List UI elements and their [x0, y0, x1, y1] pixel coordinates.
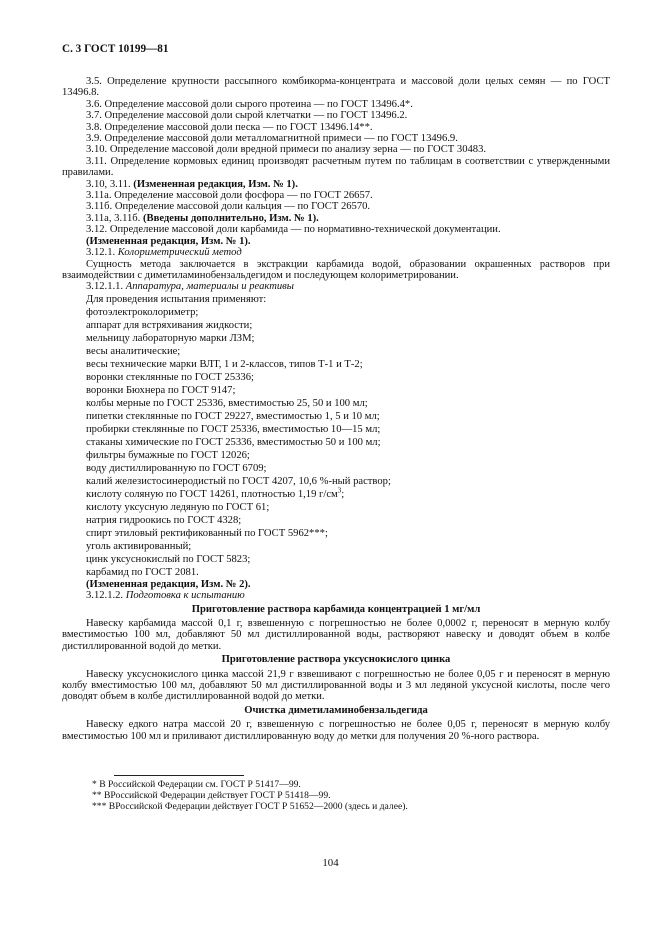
- clause-3-11b: 3.11б. Определение массовой доли кальция — по ГОСТ 26570.: [86, 201, 371, 213]
- clause-3-12-1-1: [62, 281, 610, 292]
- list-item: пипетки стеклянные по ГОСТ 29227, вместимостью 1, 5 и 10 мл;: [86, 410, 380, 422]
- clause-title: Аппаратура, материалы и реактивы: [125, 281, 294, 293]
- list-item: воронки стеклянные по ГОСТ 25336;: [86, 371, 254, 383]
- list-item: [62, 488, 610, 501]
- amendment-text: (Измененная редакция, Изм. № 1).: [133, 178, 298, 190]
- clause-3-11a: 3.11а. Определение массовой доли фосфора — по ГОСТ 26657.: [86, 190, 373, 202]
- list-item: натрия гидроокись по ГОСТ 4328;: [86, 514, 242, 526]
- superscript: 3: [337, 486, 342, 495]
- list-intro: Для проведения испытания применяют:: [86, 293, 267, 305]
- list-item: воронки Бюхнера по ГОСТ 9147;: [86, 384, 236, 396]
- amendment-note-2: (Измененная редакция, Изм. № 2).: [86, 578, 251, 590]
- clause-3-12: 3.12. Определение массовой доли карбамида — по нормативно-технической документации.: [86, 224, 501, 236]
- footnote-divider: [114, 775, 244, 776]
- list-item: аппарат для встряхивания жидкости;: [86, 319, 253, 331]
- page-header: С. 3 ГОСТ 10199—81: [62, 43, 169, 55]
- page-number: 104: [322, 857, 339, 869]
- list-item: цинк уксуснокислый по ГОСТ 5823;: [86, 553, 251, 565]
- list-item: калий железистосинеродистый по ГОСТ 4207, 10,6 %-ный раствор;: [86, 475, 391, 487]
- clause-number: 3.12.1.: [86, 247, 116, 259]
- method-essence: Сущность метода заключается в экстракции карбамида водой, образовании окрашенных растворов при взаимодействии с диметиламинобензальдегидом и последующем колориметрировании.: [62, 258, 610, 281]
- list-item: стаканы химические по ГОСТ 25336, вместимостью 50 и 100 мл;: [86, 436, 381, 448]
- list-item: мельницу лабораторную марки ЛЗМ;: [86, 332, 255, 344]
- section-text: Навеску карбамида массой 0,1 г, взвешенную с погрешностью не более 0,0002 г, переносят в мерную колбу вместимостью 100 мл, добавляют 50 мл дистиллированной воды, растворяют навеску и доводят объем в колбе дистиллированной водой до метки.: [62, 617, 610, 652]
- amendment-note-3-11a-3-11b: [62, 213, 610, 224]
- list-item: карбамид по ГОСТ 2081.: [86, 566, 199, 578]
- list-item: пробирки стеклянные по ГОСТ 25336, вместимостью 10—15 мл;: [86, 423, 381, 435]
- hcl-text: кислоту соляную по ГОСТ 14261, плотностью 1,19 г/см: [86, 488, 338, 500]
- clause-3-6: 3.6. Определение массовой доли сырого протеина — по ГОСТ 13496.4*.: [86, 98, 413, 110]
- section-text: Навеску уксуснокислого цинка массой 21,9 г взвешивают с погрешностью не более 0,05 г и переносят в мерную колбу вместимостью 100 мл, добавляют 50 мл дистиллированной воды и 3 мл ледяной уксусной кислоты, после чего доводят объем в колбе дистиллированной водой до метки.: [62, 668, 610, 703]
- footnote: ** ВРоссийской Федерации действует ГОСТ Р 51418—99.: [92, 790, 331, 802]
- clause-3-5: 3.5. Определение крупности рассыпного комбикорма-концентрата и массовой доли целых семян — по ГОСТ 13496.8.: [62, 76, 610, 99]
- footnotes: [62, 775, 610, 813]
- amendment-prefix: 3.10, 3.11.: [86, 178, 131, 190]
- list-item: уголь активированный;: [86, 540, 192, 552]
- clause-number: 3.12.1.1.: [86, 281, 124, 293]
- document-body: [62, 76, 610, 742]
- clause-3-8: 3.8. Определение массовой доли песка — по ГОСТ 13496.14**.: [86, 121, 373, 133]
- list-item: колбы мерные по ГОСТ 25336, вместимостью 25, 50 и 100 мл;: [86, 397, 368, 409]
- clause-3-7: 3.7. Определение массовой доли сырой клетчатки — по ГОСТ 13496.2.: [86, 110, 408, 122]
- clause-3-10: 3.10. Определение массовой доли вредной примеси по анализу зерна — по ГОСТ 30483.: [86, 144, 487, 156]
- clause-3-9: 3.9. Определение массовой доли металломагнитной примеси — по ГОСТ 13496.9.: [86, 133, 458, 145]
- section-heading: Очистка диметиламинобензальдегида: [244, 704, 428, 716]
- clause-3-12-1-2: [62, 590, 610, 601]
- clause-number: 3.12.1.2.: [86, 590, 124, 602]
- list-item: весы технические марки ВЛТ, 1 и 2-классов, типов Т-1 и Т-2;: [86, 358, 363, 370]
- section-heading: Приготовление раствора карбамида концентрацией 1 мг/мл: [191, 603, 481, 615]
- list-item: спирт этиловый ректификованный по ГОСТ 5962***;: [86, 527, 328, 539]
- list-item: весы аналитические;: [86, 345, 181, 357]
- clause-title: Подготовка к испытанию: [125, 590, 245, 602]
- amendment-note-3-10-3-11: [62, 179, 610, 190]
- list-item: воду дистиллированную по ГОСТ 6709;: [86, 462, 267, 474]
- hcl-end: ;: [341, 488, 345, 500]
- footnote: *** ВРоссийской Федерации действует ГОСТ Р 51652—2000 (здесь и далее).: [92, 801, 408, 813]
- section-heading: Приготовление раствора уксуснокислого цинка: [221, 654, 451, 666]
- footnote: * В Российской Федерации см. ГОСТ Р 51417—99.: [92, 779, 301, 790]
- equipment-list: [62, 293, 610, 579]
- amendment-prefix: 3.11а, 3.11б.: [86, 212, 141, 224]
- amendment-text: (Введены дополнительно, Изм. № 1).: [143, 212, 319, 224]
- section-text: Навеску едкого натра массой 20 г, взвешенную с погрешностью не более 0,05 г, переносят в мерную колбу вместимостью 100 мл и приливают дистиллированную воду до метки для получения 20 %-ного раствора.: [62, 719, 610, 742]
- clause-3-12-1: [62, 247, 610, 258]
- list-item: кислоту уксусную ледяную по ГОСТ 61;: [86, 501, 270, 513]
- amendment-note-3-12: (Измененная редакция, Изм. № 1).: [86, 235, 251, 247]
- clause-3-11: 3.11. Определение кормовых единиц производят расчетным путем по таблицам в соответствии с утвержденными правилами.: [62, 155, 610, 179]
- clause-title: Колориметрический метод: [117, 247, 242, 259]
- list-item: фотоэлектроколориметр;: [86, 306, 199, 318]
- list-item: фильтры бумажные по ГОСТ 12026;: [86, 449, 250, 461]
